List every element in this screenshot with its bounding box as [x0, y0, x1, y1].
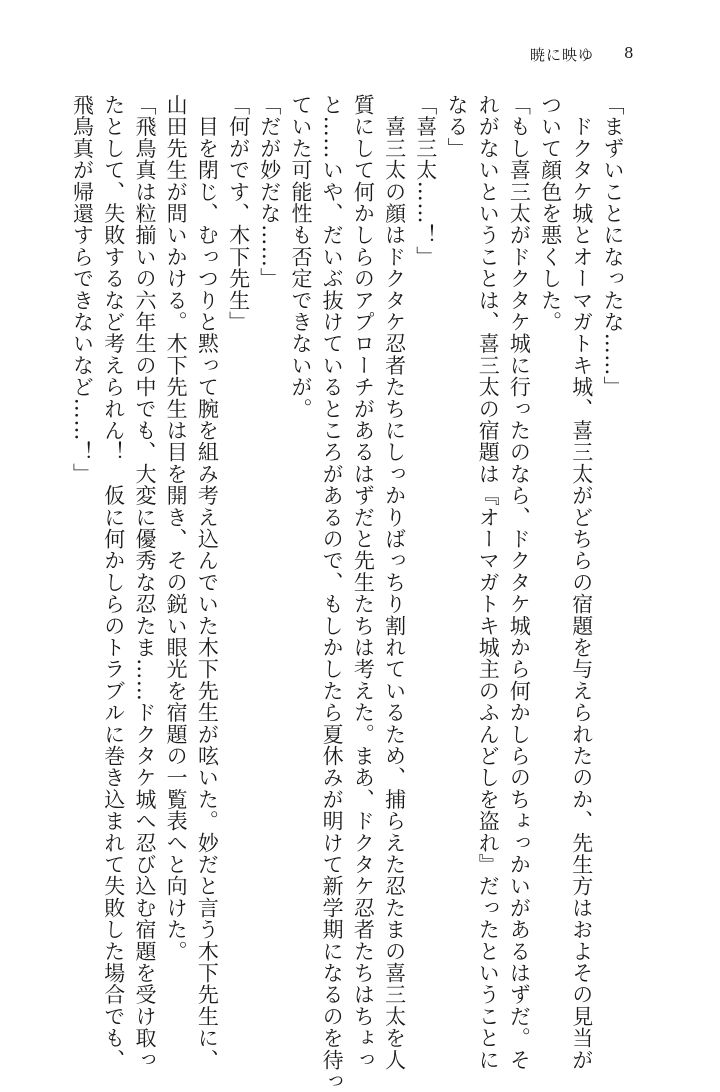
text-line: 「まずいことになったな……」	[601, 94, 625, 398]
text-line: ついて顔色を悪くした。	[538, 94, 563, 333]
text-line: 「飛鳥真は粒揃いの六年生の中でも、大変に優秀な忍たま……ドクタケ城へ忍び込む宿題を受け取っ	[132, 94, 157, 1071]
text-line: 目を閉じ、むっつりと黙って腕を組み考え込んでいた木下先生が呟いた。妙だと言う木下先生に、	[195, 94, 220, 1071]
text-line: ドクタケ城とオーマガトキ城、喜三太がどちらの宿題を与えられたのか、先生方はおよその見当が	[569, 94, 594, 1071]
text-line: たとして、失敗するなど考えられん！ 仮に何かしらのトラブルに巻き込まれて失敗した場合でも、	[101, 94, 126, 1071]
text-line: ていた可能性も否定できないが。	[288, 94, 313, 420]
text-line: 「だが妙だな……」	[257, 94, 282, 290]
text-line: 「何がです、木下先生」	[226, 94, 251, 333]
text-line: 「もし喜三太がドクタケ城に行ったのなら、ドクタケ城から何かしらのちょっかいがあるはずだ。そ	[507, 94, 532, 1071]
text-line: と……いや、だいぶ抜けているところがあるので、もしかしたら夏休みが明けて新学期になるのを待っ	[320, 94, 345, 1092]
text-line: なる」	[444, 94, 469, 160]
page-number: 8	[624, 44, 634, 62]
text-line: れがないということは、喜三太の宿題は『オーマガトキ城主のふんどしを盗れ』だったということに	[476, 94, 501, 1071]
running-head-title: 暁に映ゆ	[530, 46, 595, 64]
text-line: 「喜三太……！」	[413, 94, 438, 268]
text-line: 喜三太の顔はドクタケ忍者たちにしっかりばっちり割れているため、捕らえた忍たまの喜三太を人	[382, 94, 407, 1071]
text-line: 質にして何かしらのアプローチがあるはずだと先生たちは考えた。まあ、ドクタケ忍者たちはちょっ	[351, 94, 376, 1071]
text-line: 山田先生が問いかける。木下先生は目を開き、その鋭い眼光を宿題の一覧表へと向けた。	[164, 94, 189, 962]
vertical-text-body	[66, 94, 628, 1092]
text-line: 飛鳥真が帰還すらできないなど……！」	[70, 94, 95, 485]
